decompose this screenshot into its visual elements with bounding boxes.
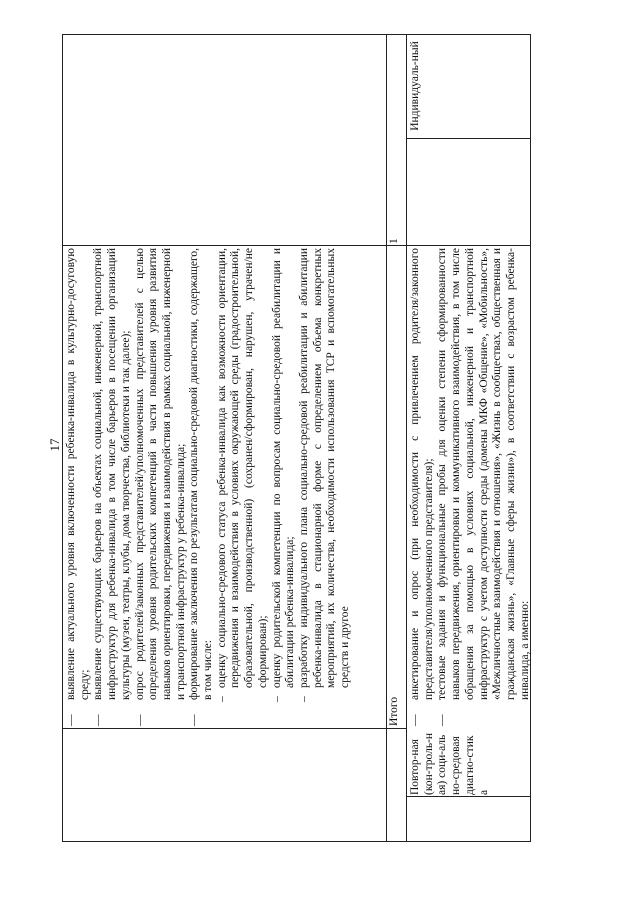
sub-bullet-3: – разработку индивидуального плана социально-средовой реабилитации и абилитации ребенка-инвалида в стационарной форме с определением объема конкретных мероприятий, их количества, необходимости использования ТСР и вспомогательных средств и другое [297,248,352,702]
table-border-right [62,34,531,35]
page-number: 17 [46,438,62,452]
row-sep-1 [386,34,387,842]
bullet-5: — анкетирование и опрос (при необходимости с привлечением родителя/законного представителя/уполномоченного представителя); [409,248,435,726]
bullet-2: — выявление существующих барьеров на объектах социальной, инженерной, транспортной инфраструктур для ребенка-инвалида в том числе барьеров в посещении организаций культуры (музеи, театры, клубы, дома творчества, библиотеки и так далее); [92,248,132,726]
bullet-3: — опрос родителей/законных представителей/уполномоченных представителей с целью определения уровня родительских компетенций в части повышения уровня развития навыков ориентировки, передвижения и взаимодействия в рамках социальной, инженерной и транспортной инфраструктур у ребенка-инвалида; [133,248,187,726]
content-cell-diagnostics [65,248,385,726]
col-sep-1 [62,728,406,729]
bullet-1: — выявление актуального уровня включенности ребенка-инвалида в культурно-досуговую среду; [65,248,91,726]
bullet-4: — формирование заключения по результатам социально-средовой диагностики, содержащего, в том числе: [188,248,215,726]
sub-bullet-1: – оценку социально-средового статуса ребенка-инвалида как возможности ориентации, передвижения и взаимодействия в условиях окружающей среды (градостроительной, образовательной, производственной) (сохранен/сформирован, нарушен, утрачен/не сформирован); [215,248,269,702]
col-sep-5 [406,138,531,139]
itogo-count: 1 [388,238,400,244]
bullet-6: — тестовые задания и функциональные пробы для оценки степени сформированности навыков передвижения, ориентировки и коммуникативного взаимодействия, в том числе обращения за помощью в условиях социальной, инженерной и транспортной инфраструктур с учетом доступности среды (домены МКФ «Общение», «Мобильность», «Межличностные взаимодействия и отношения», «Жизнь в сообществах, общественная и гражданская жизнь», «Главные сферы жизни»), в соответствии с возрастом ребенка-инвалида, а именно: [436,248,531,726]
itogo-label: Итого [388,696,400,726]
sub-bullet-2: – оценку родительской компетенции по вопросам социально-средовой реабилитации и абилитации ребенка-инвалида; [270,248,297,702]
form-label: Индивидуаль-ный [409,41,421,131]
row-sep-2 [406,34,407,842]
col-sep-3 [406,796,531,797]
col-sep-2 [62,245,406,246]
repeat-diagnostics-label: Повтор-ная (кон-троль-ная) соци-ально-средовая диагно-стика [409,732,490,795]
col-sep-4 [406,245,531,246]
table-border-left [62,841,531,842]
rotated-page [62,34,592,842]
table-border-top [62,34,63,842]
content-cell-repeat [409,248,529,726]
